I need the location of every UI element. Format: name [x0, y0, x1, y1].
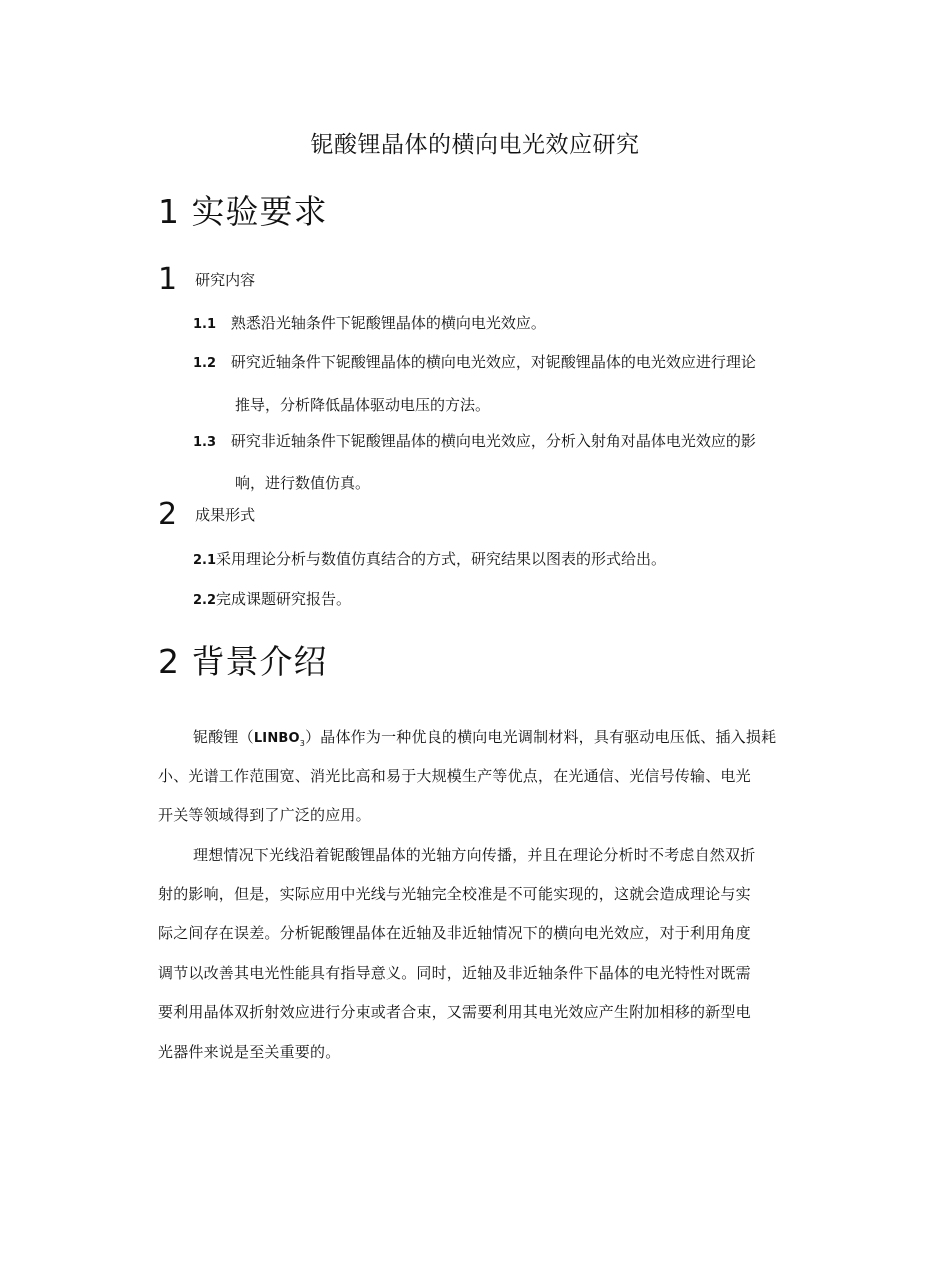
item-text: 熟悉沿光轴条件下铌酸锂晶体的横向电光效应。 [230, 314, 546, 332]
paragraph-2-line-4: 调节以改善其电光性能具有指导意义。同时，近轴及非近轴条件下晶体的电光特性对既需 [158, 964, 751, 982]
paragraph-2-line-5: 要利用晶体双折射效应进行分束或者合束，又需要利用其电光效应产生附加相移的新型电 [158, 1003, 751, 1021]
paragraph-2-line-2: 射的影响，但是，实际应用中光线与光轴完全校准是不可能实现的，这就会造成理论与实 [158, 885, 751, 903]
formula-subscript: 3 [299, 739, 306, 748]
subsection-label: 研究内容 [195, 271, 256, 289]
list-item-1-3-continuation: 响，进行数值仿真。 [235, 474, 371, 492]
subsection-number: 1 [158, 262, 178, 297]
list-item-1-3 [193, 422, 756, 462]
list-item-2-2 [193, 580, 351, 620]
item-text: 完成课题研究报告。 [216, 590, 352, 608]
paragraph-1-line-3: 开关等领域得到了广泛的应用。 [158, 806, 371, 824]
paragraph-2-line-6: 光器件来说是至关重要的。 [158, 1043, 341, 1061]
paragraph-1-line-2: 小、光谱工作范围宽、消光比高和易于大规模生产等优点，在光通信、光信号传输、电光 [158, 767, 751, 785]
list-item-2-1 [193, 540, 666, 580]
list-item-1-2-continuation: 推导，分析降低晶体驱动电压的方法。 [235, 396, 491, 414]
item-text: 采用理论分析与数值仿真结合的方式，研究结果以图表的形式给出。 [216, 550, 667, 568]
item-text: 研究非近轴条件下铌酸锂晶体的横向电光效应，分析入射角对晶体电光效应的影 [230, 432, 756, 450]
paragraph-2-line-1: 理想情况下光线沿着铌酸锂晶体的光轴方向传播，并且在理论分析时不考虑自然双折 [193, 846, 756, 864]
list-item-1-1 [193, 304, 546, 344]
paragraph-text: ）晶体作为一种优良的横向电光调制材料，具有驱动电压低、插入损耗 [305, 728, 777, 746]
item-number: 2.1 [193, 553, 217, 568]
document-title: 铌酸锂晶体的横向电光效应研究 [310, 132, 640, 158]
subsection-research-content [158, 262, 255, 297]
subsection-label: 成果形式 [195, 506, 256, 524]
section-heading-background: 2 背景介绍 [158, 642, 328, 681]
subsection-number: 2 [158, 497, 178, 532]
chemical-formula: LINBO [253, 731, 300, 746]
item-number: 1.1 [193, 317, 217, 332]
subsection-output-form [158, 497, 255, 532]
section-heading-requirements: 1 实验要求 [158, 192, 328, 231]
paragraph-2-line-3: 际之间存在误差。分析铌酸锂晶体在近轴及非近轴情况下的横向电光效应，对于利用角度 [158, 924, 751, 942]
item-text: 研究近轴条件下铌酸锂晶体的横向电光效应，对铌酸锂晶体的电光效应进行理论 [230, 353, 756, 371]
paragraph-text: 铌酸锂（ [193, 728, 254, 746]
item-number: 2.2 [193, 593, 217, 608]
item-number: 1.3 [193, 435, 217, 450]
list-item-1-2 [193, 343, 756, 383]
item-number: 1.2 [193, 356, 217, 371]
paragraph-1-line-1 [193, 726, 776, 748]
